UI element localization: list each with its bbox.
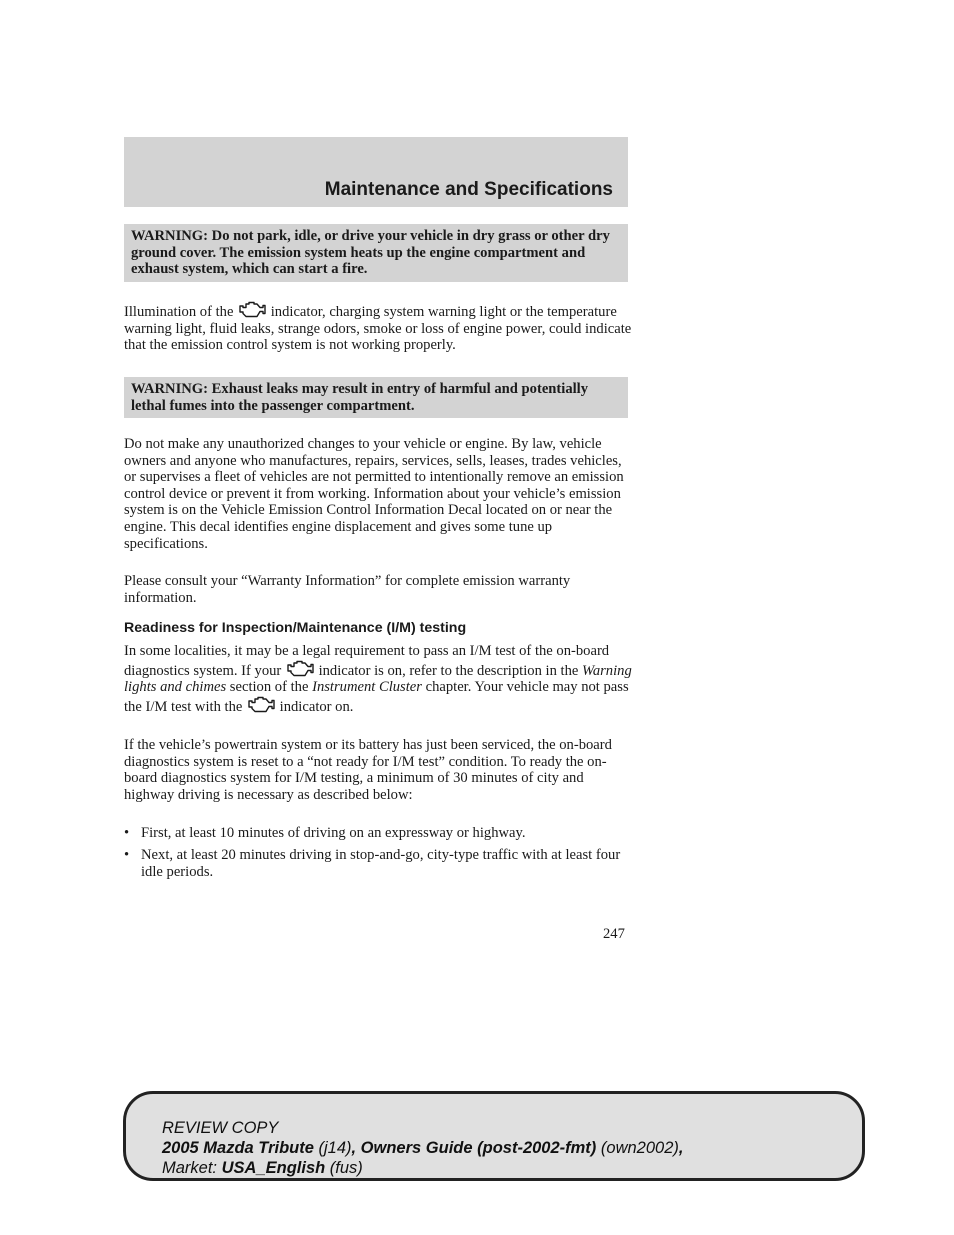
page-number: 247 bbox=[603, 926, 625, 942]
review-market-line: Market: USA_English (fus) bbox=[162, 1159, 363, 1177]
check-engine-icon bbox=[285, 660, 315, 678]
check-engine-icon bbox=[246, 696, 276, 714]
paragraph-powertrain: If the vehicle’s powertrain system or its battery has just been serviced, the on-board diagnostics system is reset to a “not ready for I/M test” condition. To ready the on-board diagnostics system for I/M testing, a minimum of 30 minutes of city and highway driving is necessary as described below: bbox=[124, 737, 612, 803]
list-item: • First, at least 10 minutes of driving on an expressway or highway. bbox=[124, 825, 526, 841]
paragraph-illumination: Illumination of the indicator, charging system warning light or the temperature warning light, fluid leaks, strange odors, smoke or loss of engine power, could indicate that the emission control system is not working properly. bbox=[124, 301, 632, 354]
bullet-dot: • bbox=[124, 847, 130, 863]
warning-box-fire: WARNING: Do not park, idle, or drive your vehicle in dry grass or other dry ground cover. The emission system heats up the engine compartment and exhaust system, which can start a fire. bbox=[124, 224, 628, 282]
paragraph-warranty: Please consult your “Warranty Information” for complete emission warranty information. bbox=[124, 573, 571, 606]
review-guide-line: 2005 Mazda Tribute (j14), Owners Guide (post-2002-fmt) (own2002), bbox=[162, 1139, 684, 1157]
reference-warning-lights: Warning lights and chimes bbox=[124, 662, 632, 696]
subheading-readiness: Readiness for Inspection/Maintenance (I/M) testing bbox=[124, 620, 467, 636]
list-item: • Next, at least 20 minutes driving in stop-and-go, city-type traffic with at least four idle periods. bbox=[124, 847, 621, 880]
check-engine-icon bbox=[237, 301, 267, 319]
bullet-dot: • bbox=[124, 825, 130, 841]
paragraph-unauthorized-changes: Do not make any unauthorized changes to your vehicle or engine. By law, vehicle owners and anyone who manufactures, repairs, services, sells, leases, trades vehicles, or supervises a fleet of vehicles are not permitted to intentionally remove an emission control device or prevent it from working. Information about your vehicle’s emission system is on the Vehicle Emission Control Information Decal located on or near the engine. This decal identifies engine displacement and gives some tune up specifications. bbox=[124, 436, 624, 552]
review-copy-label: REVIEW COPY bbox=[162, 1119, 279, 1137]
section-title: Maintenance and Specifications bbox=[324, 179, 613, 200]
warning-box-exhaust: WARNING: Exhaust leaks may result in entry of harmful and potentially lethal fumes into the passenger compartment. bbox=[124, 377, 628, 418]
review-copy-text bbox=[162, 1118, 683, 1178]
reference-instrument-cluster: Instrument Cluster bbox=[312, 679, 422, 696]
paragraph-im-testing: In some localities, it may be a legal requirement to pass an I/M test of the on-board diagnostics system. If your indicator is on, refer to the description in the Warning lights and chimes section of the Instrument Cluster chapter. Your vehicle may not pass the I/M test with the indicator on. bbox=[124, 643, 632, 715]
section-header-bar bbox=[124, 137, 628, 207]
